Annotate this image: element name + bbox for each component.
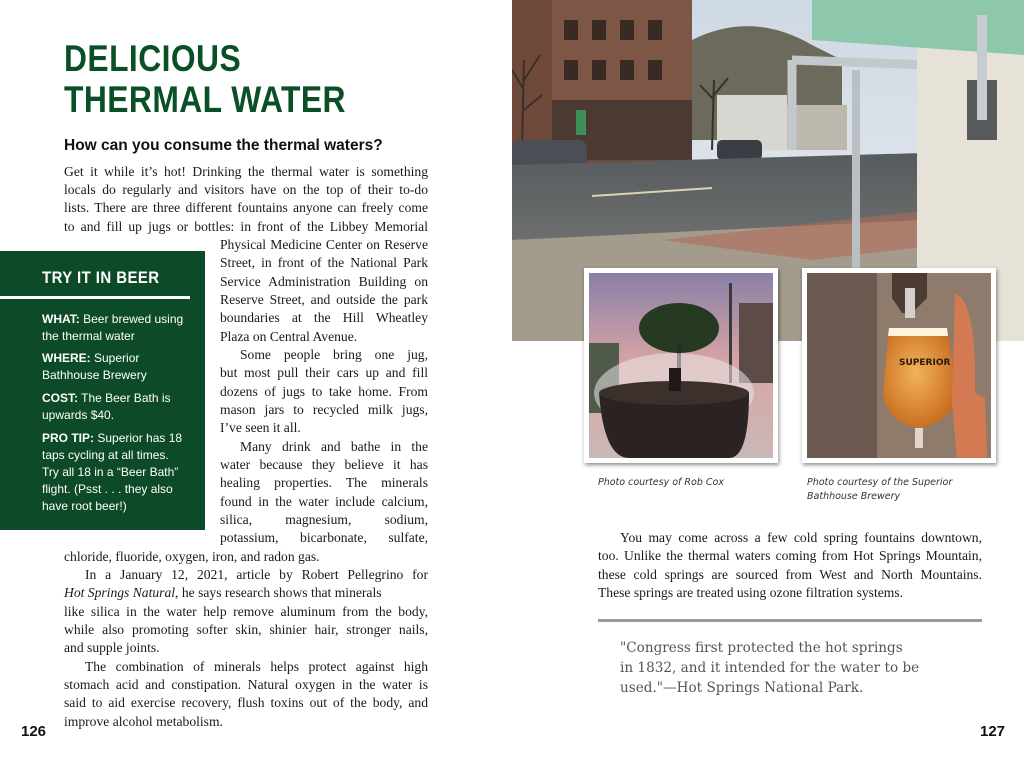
body-line: and supple joints. [64, 640, 160, 655]
where-label: WHERE: [42, 351, 91, 365]
sidebar-what [42, 311, 187, 345]
chapter-title [64, 38, 346, 120]
sidebar-where [42, 350, 187, 384]
body-line: Some people bring one jug, [240, 347, 428, 362]
quote-line: in 1832, and it intended for the water to be [620, 660, 920, 676]
quote-line: used."—Hot Springs National Park. [620, 680, 864, 696]
body-line: said to aid exercise recovery, flush toxins out of the body, and [64, 695, 428, 710]
body-line: Physical Medicine Center on Reserve [220, 237, 428, 252]
body-line: while also promoting softer skin, shinier hair, stronger nails, [64, 622, 428, 637]
body-line: to and fill up jugs or bottles: in front of the Libbey Memorial [64, 219, 428, 234]
beer-glass-illustration [807, 273, 991, 458]
body-line: locals do regularly and visitors have on the top of their to-do [64, 182, 428, 197]
sidebar-pro-tip [42, 430, 187, 515]
body-line: too. Unlike the thermal waters coming from Hot Springs Mountain, [598, 548, 982, 563]
sidebar-title: TRY IT IN BEER [42, 268, 160, 287]
body-line: potassium, bicarbonate, sulfate, [220, 530, 428, 545]
superior-beer-photo [802, 268, 996, 463]
body-line: chloride, fluoride, oxygen, iron, and radon gas. [64, 549, 320, 564]
caption-right-line-1: Photo courtesy of the Superior [807, 477, 953, 488]
body-line: Many drink and bathe in the [240, 439, 428, 454]
cost-value: The Beer Bath is upwards $40. [42, 391, 171, 422]
page-number-right: 127 [980, 723, 1006, 740]
page-number-left: 126 [21, 723, 47, 740]
title-line-2: THERMAL WATER [64, 79, 346, 120]
cost-label: COST: [42, 391, 78, 405]
steaming-fountain-illustration [589, 273, 773, 458]
body-line: lists. There are three different fountains anyone can freely come [64, 200, 428, 215]
publication-title: Hot Springs Natural [64, 585, 176, 600]
photo-caption-left: Photo courtesy of Rob Cox [598, 477, 724, 488]
body-line-rest: , he says research shows that minerals [175, 585, 382, 600]
body-line: stomach acid and constipation. Natural oxygen in the water is [64, 677, 428, 692]
body-line: water because they believe it has [220, 457, 428, 472]
body-line: These springs are treated using ozone filtration systems. [598, 585, 904, 600]
body-line: healing properties. The minerals [220, 475, 428, 490]
body-line: Street, in front of the National Park [220, 255, 428, 270]
body-line: The combination of minerals helps protect against high [85, 659, 428, 674]
body-line: You may come across a few cold spring fountains downtown, [620, 530, 982, 545]
steaming-fountain-photo [584, 268, 778, 463]
body-line: silica, magnesium, sodium, [220, 512, 428, 527]
pull-quote-rule [598, 619, 982, 622]
pro-tip-value: Superior has 18 taps cycling at all times. Try all 18 in a “Beer Bath” flight. (Psst . . . they also have root beer!) [42, 431, 183, 513]
where-value: Superior Bathhouse Brewery [42, 351, 147, 382]
body-line: Reserve Street, and outside the park [220, 292, 428, 307]
pro-tip-label: PRO TIP: [42, 431, 95, 445]
what-value: Beer brewed using the thermal water [42, 312, 184, 343]
pull-quote [620, 638, 980, 698]
body-line: but most pull their cars up and fill [220, 365, 428, 380]
title-line-1: DELICIOUS [64, 38, 242, 79]
section-subheading: How can you consume the thermal waters? [64, 137, 383, 154]
body-line: boundaries at the Hill Wheatley [220, 310, 428, 325]
body-line: found in the water include calcium, [220, 494, 428, 509]
body-line: improve alcohol metabolism. [64, 714, 223, 729]
body-line: mason jars to recycled milk jugs, [220, 402, 428, 417]
body-line: I’ve seen it all. [220, 420, 301, 435]
photo-caption-right [807, 476, 952, 504]
body-line: Get it while it’s hot! Drinking the thermal water is something [64, 164, 428, 179]
caption-right-line-2: Bathhouse Brewery [807, 491, 901, 502]
right-page [512, 0, 1024, 768]
body-line: In a January 12, 2021, article by Robert Pellegrino for [85, 567, 428, 582]
what-label: WHAT: [42, 312, 80, 326]
glass-logo-text: SUPERIOR [899, 358, 951, 368]
body-line: these cold springs are sourced from West and North Mountains. [598, 567, 982, 582]
try-it-in-beer-sidebar [0, 251, 205, 530]
body-line: Plaza on Central Avenue. [220, 329, 358, 344]
body-line: Service Administration Building on [220, 274, 428, 289]
body-line-with-italic [64, 584, 428, 602]
sidebar-divider [0, 296, 190, 299]
body-line: like silica in the water help remove aluminum from the body, [64, 604, 428, 619]
sidebar-cost [42, 390, 187, 424]
quote-line: "Congress first protected the hot springs [620, 640, 903, 656]
body-line: dozens of jugs to take home. From [220, 384, 428, 399]
